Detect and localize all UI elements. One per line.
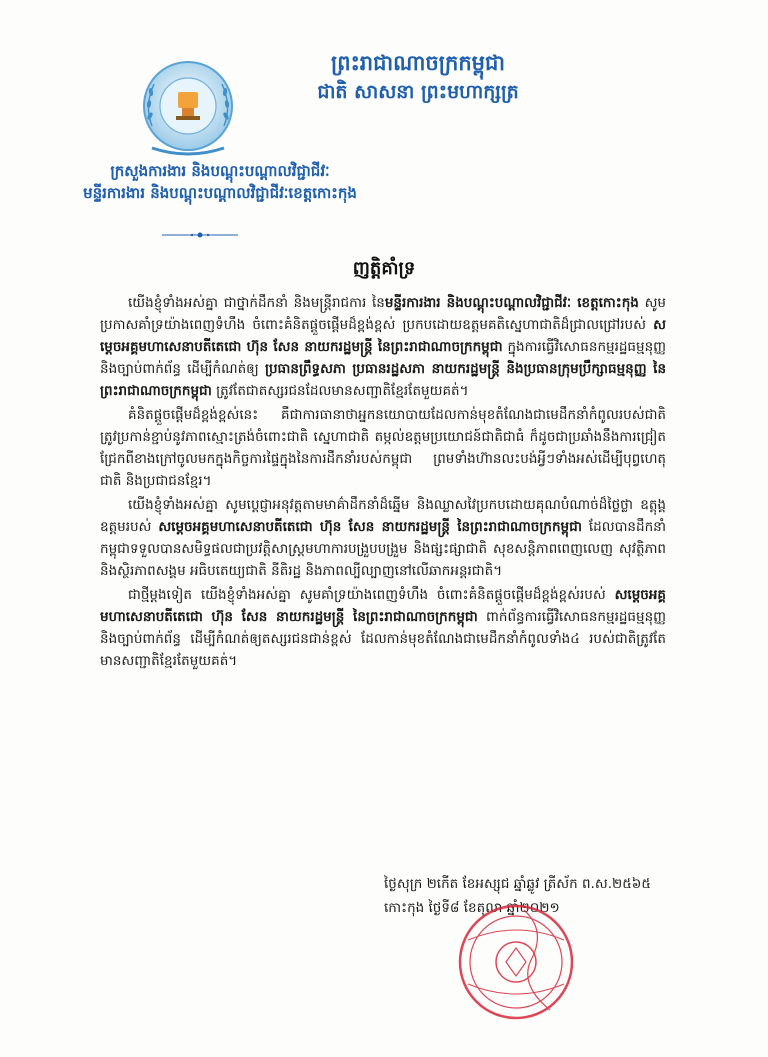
document-title: ញត្តិគាំទ្រ [352, 258, 416, 279]
ministry-block [40, 160, 400, 204]
divider-ornament-icon [160, 231, 240, 239]
paragraph [100, 292, 666, 402]
department-name: មន្ទីរការងារ និងបណ្តុះបណ្តាលវិជ្ជាជីវៈខេត្តកោះកុង [83, 184, 357, 202]
ministry-name: ក្រសួងការងារ និងបណ្តុះបណ្តាលវិជ្ជាជីវៈ [110, 162, 330, 180]
paragraph-text: យើងខ្ញុំទាំងអស់គ្នា សូមប្តេជ្ញាអនុវត្តតាមមាគ៌ាដឹកនាំដ៏ឆ្នើម និងឈ្លាសវៃប្រកបដោយគុណបំណាច់ដ៏ថ្លៃថ្លា ឧត្តុង្គឧត្តមរបស់ [100, 497, 666, 535]
paragraph [100, 584, 666, 672]
national-motto: ជាតិ សាសនា ព្រះមហាក្សត្រ [317, 81, 519, 103]
lunar-date: ថ្ងៃសុក្រ ២កើត ខែអស្សុជ ឆ្នាំឆ្លូវ ត្រីស័ក ព.ស.២៥៦៥ [384, 876, 651, 892]
emphasis-text: សម្តេចអគ្គមហាសេនាបតីតេជោ ហ៊ុន សែន នាយករដ្ឋមន្ត្រី នៃព្រះរាជាណាចក្រកម្ពុជា [158, 519, 582, 535]
kingdom-name: ព្រះរាជាណាចក្រកម្ពុជា [330, 51, 505, 75]
paragraph-text: ពាក់ព័ន្ធការធ្វើវិសោធនកម្មរដ្ឋធម្មនុញ្ញ និងច្បាប់ពាក់ព័ន្ធ ដើម្បីកំណត់ឲ្យតស្សរជនជាន់ខ្ពស់ ដែលកាន់មុខតំណែងជាមេដឹកនាំកំពូលទាំង៤ របស់ជាតិត្រូវតែមានសញ្ជាតិខ្មែរតែមួយគត់។ [100, 609, 666, 669]
paragraph-text: យើងខ្ញុំទាំងអស់គ្នា ជាថ្នាក់ដឹកនាំ និងមន្ត្រីរាជការ នៃ [128, 295, 385, 311]
emphasis-text: សម្តេចអគ្គមហាសេនាបតីតេជោ ហ៊ុន សែន នាយករដ្ឋមន្ត្រី នៃព្រះរាជាណាចក្រកម្ពុជា [100, 317, 666, 355]
paragraph-text: ក្នុងការធ្វើវិសោធនកម្មរដ្ឋធម្មនុញ្ញ និងច្បាប់ពាក់ព័ន្ធ ដើម្បីកំណត់ឲ្យ [100, 339, 666, 377]
ministry-emblem-icon [132, 56, 244, 160]
paragraph-text: ដែលបានដឹកនាំកម្ពុជាទទួលបានសមិទ្ធផលជាប្រវត្តិសាស្ត្រមហាការបង្រួបបង្រួម និងផ្សះផ្សាជាតិ សុខសន្តិភាពពេញលេញ សុវត្ថិភាព និងស្ថិរភាពសង្គម អធិបតេយ្យជាតិ នីតិរដ្ឋ និងភាពល្បីល្បាញនៅលើឆាកអន្តរជាតិ។ [100, 519, 666, 579]
emphasis-text: សម្តេចអគ្គមហាសេនាបតីតេជោ ហ៊ុន សែន នាយករដ្ឋមន្ត្រី នៃព្រះរាជាណាចក្រកម្ពុជា [100, 587, 666, 625]
emphasis-text: ប្រធានព្រឹទ្ធសភា ប្រធានរដ្ឋសភា នាយករដ្ឋមន្ត្រី និងប្រធានក្រុមប្រឹក្សាធម្មនុញ្ញ នៃព្រះរាជាណាចក្រកម្ពុជា [100, 361, 667, 399]
paragraph-text: សូមប្រកាសគាំទ្រយ៉ាងពេញទំហឹង ចំពោះគំនិតផ្តួចផ្តើមដ៏ខ្ពង់ខ្ពស់ ប្រកបដោយឧត្តមគតិស្នេហាជាតិដ៏ជ្រាលជ្រៅរបស់ [100, 295, 667, 333]
kingdom-header [268, 48, 568, 106]
official-stamp-icon [428, 900, 604, 1024]
paragraph-text: ត្រូវតែជាតស្សរជនដែលមានសញ្ជាតិខ្មែរតែមួយគត់។ [211, 383, 469, 399]
emphasis-text: មន្ទីរការងារ និងបណ្តុះបណ្តាលវិជ្ជាជីវៈ ខេត្តកោះកុង [384, 295, 639, 311]
solar-date: កោះកុង ថ្ងៃទី៨ ខែតុលា ឆ្នាំ២០២១ [384, 900, 560, 916]
paragraph-text: គំនិតផ្តួចផ្តើមដ៏ខ្ពង់ខ្ពស់នេះ គឺជាការធានាថាអ្នកនយោបាយដែលកាន់មុខតំណែងជាមេដឹកនាំកំពូលរបស់ជាតិ ត្រូវប្រកាន់ខ្ជាប់នូវភាពស្មោះត្រង់ចំពោះជាតិ ស្នេហាជាតិ តម្កល់ឧត្តមប្រយោជន៍ជាតិជាធំ ក៏ដូចជាប្រឆាំងនឹងការជ្រៀតជ្រែកពីខាងក្រៅចូលមកក្នុងកិច្ចការផ្ទៃក្នុងនៃការដឹកនាំរបស់កម្ពុជា ព្រមទាំងហ៊ានលះបង់អ្វីៗទាំងអស់ដើម្បីបុព្វហេតុជាតិ និងប្រជាជនខ្មែរ។ [100, 407, 666, 489]
paragraph [100, 404, 666, 492]
paragraph [100, 494, 666, 582]
paragraph-text: ជាថ្មីម្តងទៀត យើងខ្ញុំទាំងអស់គ្នា សូមគាំទ្រយ៉ាងពេញទំហឹង ចំពោះគំនិតផ្តួចផ្តើមដ៏ខ្ពង់ខ្ពស់របស់ [128, 587, 615, 603]
petition-body [100, 292, 666, 674]
